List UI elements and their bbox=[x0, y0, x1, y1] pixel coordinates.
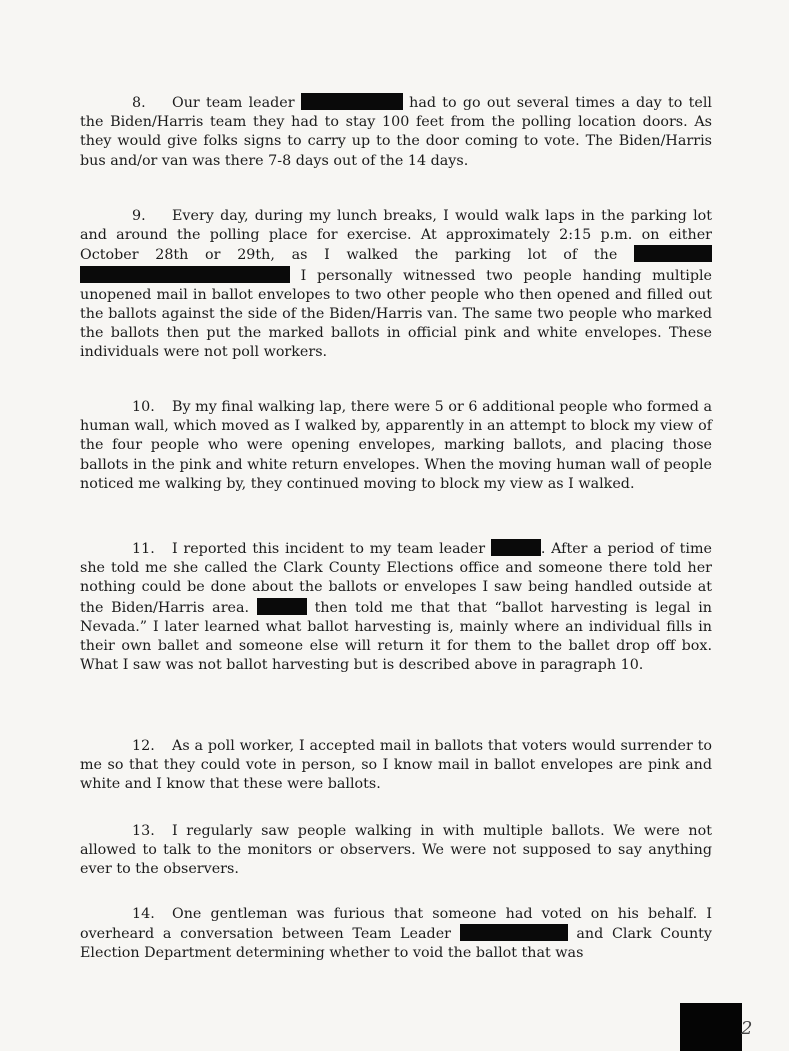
paragraph-text: I personally witnessed two people handing multiple unopened mail in ballot envelopes to two other people who then opened and filled out the ballots against the side of the Biden/Harris van. The same two people who marked the ballots then put the marked ballots in official pink and white envelopes. These individuals were not poll workers. bbox=[80, 267, 712, 361]
paragraph-number: 9. bbox=[132, 208, 146, 224]
paragraph-text: had to go out several times a day to tell the Biden/Harris team they had to stay 100 feet from the polling location doors. As they would give folks signs to carry up to the door coming to vote. The Biden/Harris bus and/or van was there 7-8 days out of the 14 days. bbox=[80, 95, 712, 169]
paragraph-10 bbox=[80, 398, 712, 494]
redaction-block bbox=[301, 93, 403, 110]
paragraph-text: One gentleman was furious that someone had voted on his behalf. I overheard a conversation between Team Leader bbox=[80, 906, 712, 943]
paragraph-number: 11. bbox=[132, 541, 155, 557]
paragraph-text: then told me that that “ballot harvesting is legal in Nevada.” I later learned what ballot harvesting is, mainly where an individual fills in their own ballet and someone else will return it for them to the ballet drop off box. What I saw was not ballot harvesting but is described above in paragraph 10. bbox=[80, 599, 712, 674]
paragraph-text: I regularly saw people walking in with multiple ballots. We were not allowed to talk to the monitors or observers. We were not supposed to say anything ever to the observers. bbox=[80, 823, 712, 878]
redaction-block bbox=[491, 539, 541, 556]
redaction-block bbox=[680, 1003, 742, 1051]
paragraph-number: 8. bbox=[132, 95, 146, 111]
paragraph-text: By my final walking lap, there were 5 or 6 additional people who formed a human wall, which moved as I walked by, apparently in an attempt to block my view of the four people who were opening envelopes, marking ballots, and placing those ballots in the pink and white return envelopes. When the moving human wall of people noticed me walking by, they continued moving to block my view as I walked. bbox=[80, 399, 712, 492]
redaction-block bbox=[80, 266, 290, 283]
redaction-block bbox=[257, 598, 307, 615]
paragraph-number: 14. bbox=[132, 906, 155, 922]
paragraph-text: . After a period of time she told me she called the Clark County Elections office and someone there told her nothing could be done about the ballots or envelopes I saw being handled outside at the Biden/Harris area. bbox=[80, 541, 712, 616]
paragraph-text: and Clark County Election Department determining whether to void the ballot that was bbox=[80, 926, 712, 962]
redaction-block bbox=[460, 924, 568, 941]
paragraph-text: Every day, during my lunch breaks, I would walk laps in the parking lot and around the polling place for exercise. At approximately 2:15 p.m. on either October 28th or 29th, as I walked the parking lot of the bbox=[80, 208, 712, 264]
paragraph-number: 12. bbox=[132, 738, 155, 754]
paragraph-text: Our team leader bbox=[172, 95, 295, 111]
paragraph-11 bbox=[80, 539, 712, 675]
redaction-block bbox=[634, 245, 712, 262]
paragraph-number: 10. bbox=[132, 399, 155, 415]
paragraph-13 bbox=[80, 822, 712, 880]
paragraph-text: As a poll worker, I accepted mail in ballots that voters would surrender to me so that they could vote in person, so I know mail in ballot envelopes are pink and white and I know that these were ballots. bbox=[80, 738, 712, 793]
paragraph-14 bbox=[80, 905, 712, 964]
paragraph-12 bbox=[80, 737, 712, 795]
paragraph-text: I reported this incident to my team leader bbox=[172, 541, 486, 557]
paragraph-8 bbox=[80, 93, 712, 171]
page-number: 2 bbox=[741, 1018, 753, 1039]
paragraph-number: 13. bbox=[132, 823, 155, 839]
paragraph-9 bbox=[80, 207, 712, 363]
